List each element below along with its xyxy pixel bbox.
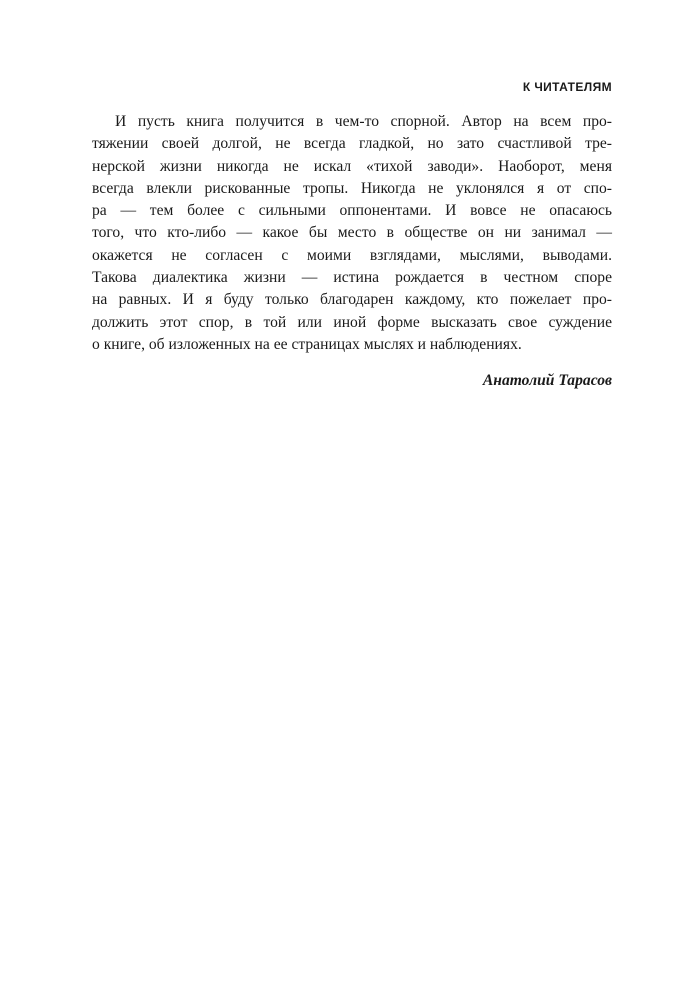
paragraph-line: Такова диалектика жизни — истина рождается в честном споре	[92, 269, 612, 287]
author-signature: Анатолий Тарасов	[482, 372, 612, 389]
paragraph-line: того, что кто-либо — какое бы место в обществе он ни занимал —	[92, 224, 612, 242]
paragraph-line: окажется не согласен с моими взглядами, мыслями, выводами.	[92, 246, 612, 264]
paragraph-line: ра — тем более с сильными оппонентами. И вовсе не опасаюсь	[92, 202, 612, 220]
paragraph-line: на равных. И я буду только благодарен каждому, кто пожелает про-	[92, 291, 612, 309]
running-header: К ЧИТАТЕЛЯМ	[522, 80, 612, 94]
paragraph-line: тяжении своей долгой, не всегда гладкой, но зато счастливой тре-	[92, 135, 612, 153]
paragraph-line: о книге, об изложенных на ее страницах мыслях и наблюдениях.	[92, 335, 522, 353]
paragraph-line: И пусть книга получится в чем-то спорной. Автор на всем про-	[115, 113, 612, 130]
paragraph-line: всегда влекли рискованные тропы. Никогда не уклонялся я от спо-	[92, 179, 612, 197]
paragraph-line: нерской жизни никогда не искал «тихой заводи». Наоборот, меня	[92, 157, 612, 175]
paragraph-line: должить этот спор, в той или иной форме высказать свое суждение	[92, 313, 612, 331]
body-paragraph	[92, 111, 612, 356]
